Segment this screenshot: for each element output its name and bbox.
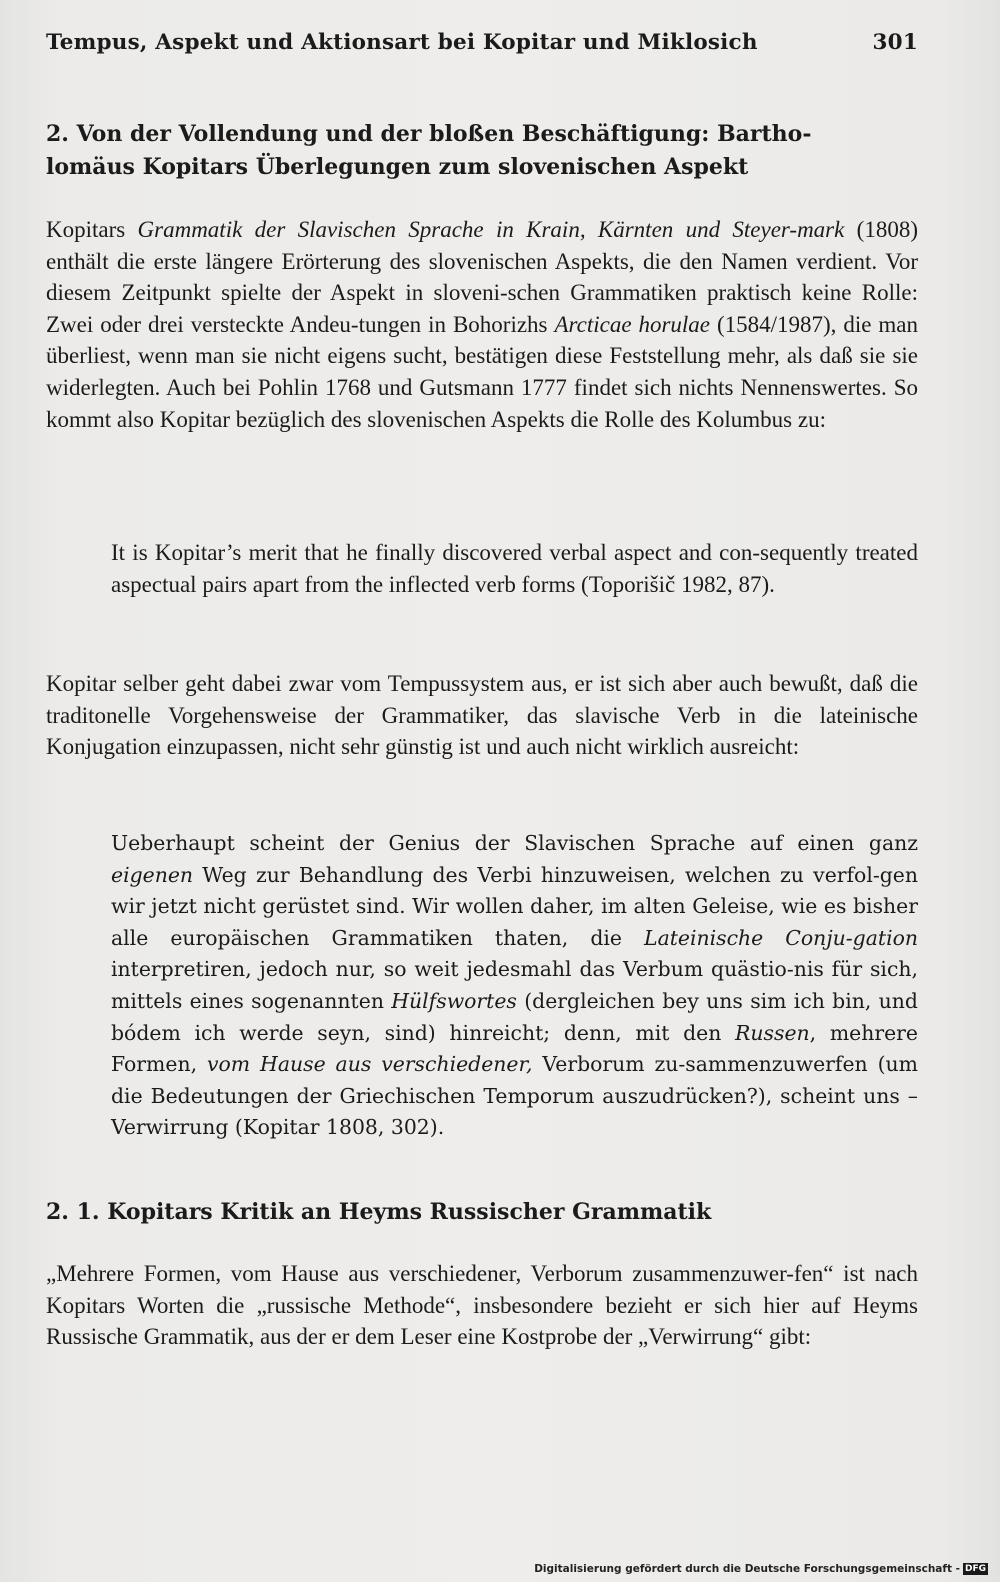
quote-2-italic-russen: Russen xyxy=(735,1020,810,1045)
section-heading-2-1: 2. 1. Kopitars Kritik an Heyms Russischer Grammatik xyxy=(46,1199,712,1225)
block-quote-2 xyxy=(111,828,918,1144)
grammar-title-italic: Grammatik der Slavischen Sprache in Krain, Kärnten und Steyer-mark xyxy=(137,217,845,242)
digitization-footer xyxy=(534,1563,988,1575)
quote-2-text-4: (dergleichen bey uns sim ich bin, und bódem ich werde seyn, sind) hinreicht; denn, mit den xyxy=(111,988,918,1045)
block-quote-1: It is Kopitar’s merit that he finally discovered verbal aspect and con-sequently treated aspectual pairs apart from the inflected verb forms (Toporišič 1982, 87). xyxy=(111,540,918,597)
dfg-logo: DFG xyxy=(964,1564,986,1574)
quote-2-text-3: interpretiren, jedoch nur, so weit jedesmahl das Verbum quästio-nis für sich, mittels eines sogenannten xyxy=(111,957,918,1013)
quote-2-italic-eigenen: eigenen xyxy=(111,862,194,887)
quote-2-text-5: , mehrere Formen, xyxy=(111,1020,918,1077)
section-heading-2 xyxy=(46,118,918,184)
quote-2-text-1: Ueberhaupt scheint der Genius der Slavischen Sprache auf einen ganz xyxy=(111,831,918,855)
paragraph-2: Kopitar selber geht dabei zwar vom Tempussystem aus, er ist sich aber auch bewußt, daß die traditonelle Vorgehensweise der Grammatiker, das slavische Verb in die lateinische Konjugation einzupassen, nicht sehr günstig ist und auch nicht wirklich ausreicht: xyxy=(46,671,918,760)
paragraph-3: „Mehrere Formen, vom Hause aus verschiedener, Verborum zusammenzuwer-fen“ ist nach Kopitars Worten die „russische Methode“, insbesondere bezieht er sich hier auf Heyms Russische Grammatik, aus der er dem Leser eine Kostprobe der „Verwirrung“ gibt: xyxy=(46,1261,918,1350)
running-header-title: Tempus, Aspekt und Aktionsart bei Kopitar und Miklosich xyxy=(46,30,758,55)
quote-2-text-6: Verborum zu-sammenzuwerfen (um die Bedeutungen der Griechischen Temporum auszudrücken?), scheint uns – Verwirrung (Kopitar 1808, 302). xyxy=(111,1052,919,1140)
quote-2-italic-huelfswortes: Hülfswortes xyxy=(391,988,517,1013)
paragraph-1 xyxy=(46,214,918,435)
paragraph-1-text-b: (1584/1987), die man überliest, wenn man sie nicht eigens sucht, bestätigen diese Feststellung mehr, als daß sie sie widerlegten. Auch bei Pohlin 1768 und Gutsmann 1777 findet sich nichts Nennenswertes. So kommt also Kopitar bezüglich des slovenischen Aspekts die Rolle des Kolumbus zu: xyxy=(46,311,919,432)
section-heading-2-line2: lomäus Kopitars Überlegungen zum slovenischen Aspekt xyxy=(46,154,749,180)
running-header xyxy=(46,30,918,55)
paragraph-1-lead: Kopitars xyxy=(46,217,138,242)
quote-2-italic-conjugation: Lateinische Conju-gation xyxy=(644,925,918,950)
quote-2-text-2: Weg zur Behandlung des Verbi hinzuweisen, welchen zu verfol-gen wir jetzt nicht gerüstet sind. Wir wollen daher, im alten Geleise, wie es bisher alle europäischen Grammatiken thaten, die xyxy=(111,862,918,950)
arcticae-horulae-italic: Arcticae horulae xyxy=(554,311,711,337)
quote-2-italic-vom-hause: vom Hause aus verschiedener, xyxy=(207,1052,533,1077)
section-heading-2-line1: 2. Von der Vollendung und der bloßen Beschäftigung: Bartho- xyxy=(46,121,812,147)
footer-text: Digitalisierung gefördert durch die Deutsche Forschungsgemeinschaft - xyxy=(534,1563,960,1575)
page-number: 301 xyxy=(872,30,918,55)
paragraph-1-text-a: (1808) enthält die erste längere Erörterung des slovenischen Aspekts, die den Namen verdient. Vor diesem Zeitpunkt spielte der Aspekt in sloveni-schen Grammatiken praktisch keine Rolle: Zwei oder drei versteckte Andeu-tungen in Bohorizhs xyxy=(46,217,918,337)
